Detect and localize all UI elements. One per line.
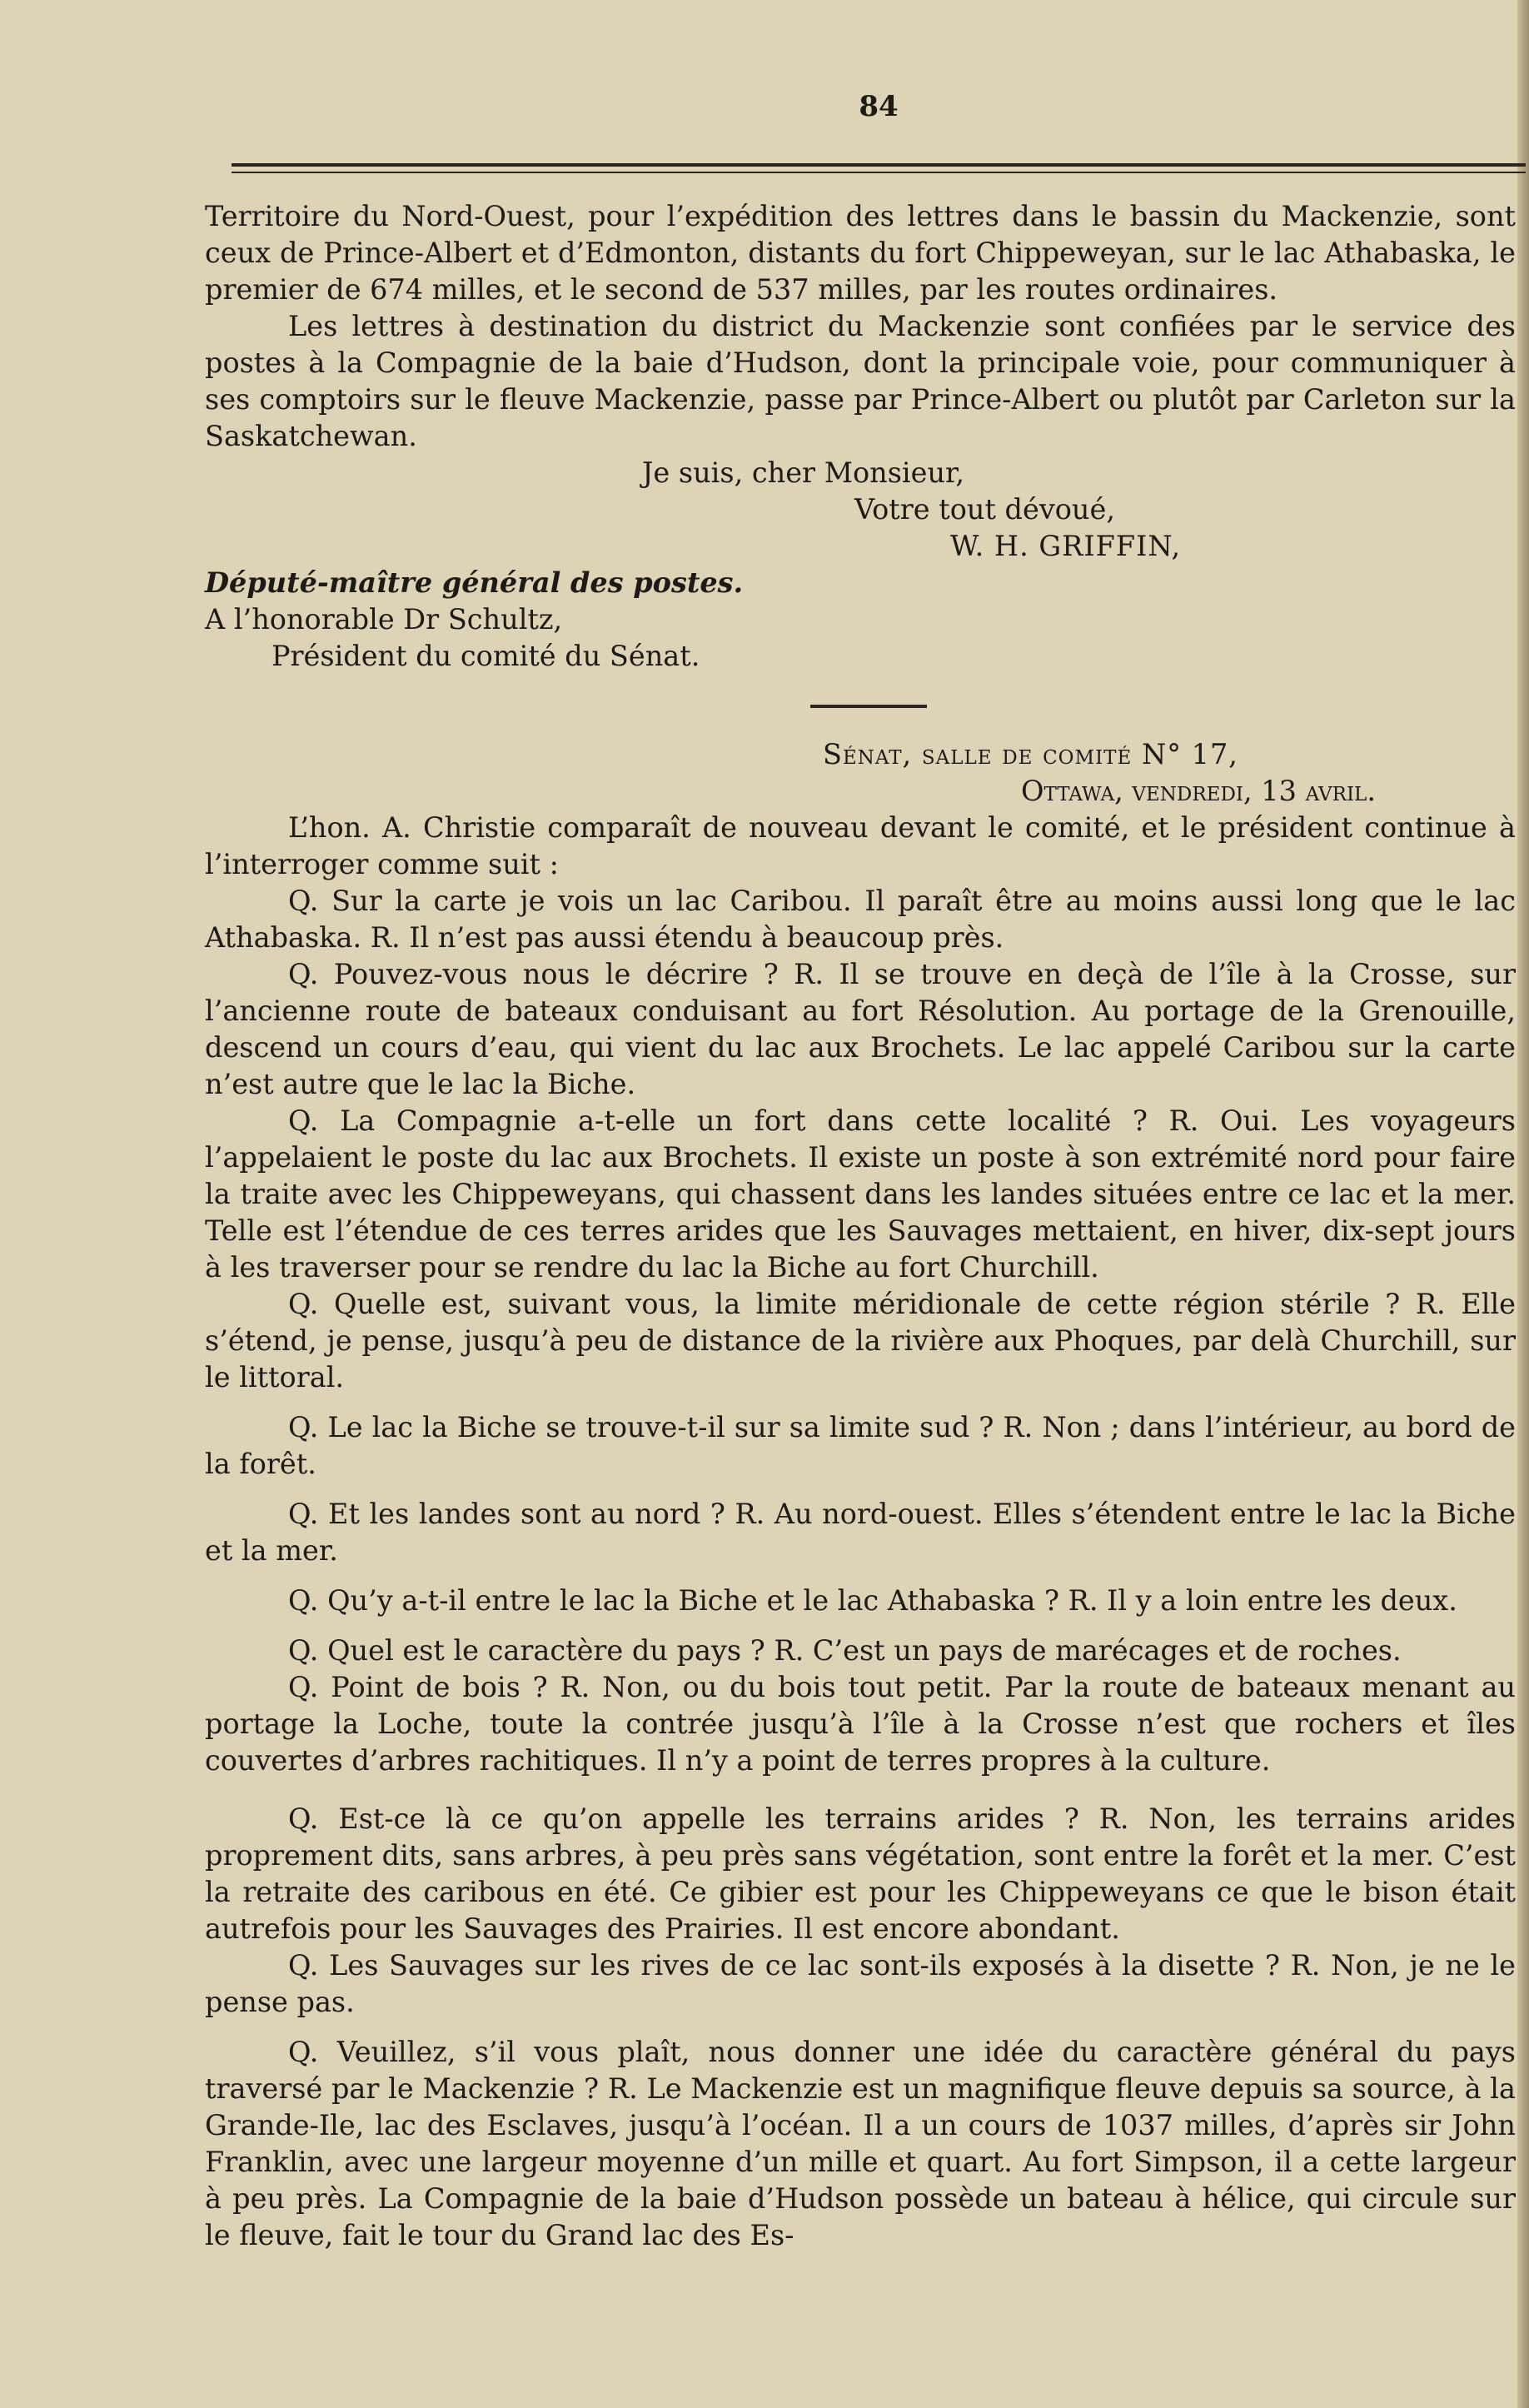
letter-closing: Votre tout dévoué,: [854, 493, 1115, 526]
qa-paragraph: Q. Et les landes sont au nord ? R. Au nord-ouest. Elles s’étendent entre le lac la Biche et la mer.: [205, 1498, 1516, 1567]
page-edge-shadow: [1517, 0, 1529, 2408]
qa-paragraph: Q. Qu’y a-t-il entre le lac la Biche et le lac Athabaska ? R. Il y a loin entre les deux.: [288, 1584, 1457, 1617]
qa-paragraph: Q. Pouvez-vous nous le décrire ? R. Il se trouve en deçà de l’île à la Crosse, sur l’ancienne route de bateaux conduisant au fort Résolution. Au portage de la Grenouille, descend un cours d’eau, qui vient du lac aux Brochets. Le lac appelé Caribou sur la carte n’est autre que le lac la Biche.: [205, 958, 1516, 1100]
addressee-line: A l’honorable Dr Schultz,: [205, 603, 563, 636]
qa-paragraph: Q. Sur la carte je vois un lac Caribou. Il paraît être au moins aussi long que le lac Athabaska. R. Il n’est pas aussi étendu à beaucoup près.: [205, 885, 1516, 954]
qa-paragraph: Q. Les Sauvages sur les rives de ce lac sont-ils exposés à la disette ? R. Non, je ne le pense pas.: [205, 1949, 1516, 2018]
qa-paragraph: Q. Quel est le caractère du pays ? R. C’est un pays de marécages et de roches.: [288, 1634, 1402, 1667]
page-content: [205, 198, 1516, 2254]
addressee-line: Président du comité du Sénat.: [271, 640, 700, 672]
section-divider: [810, 705, 927, 708]
qa-paragraph: Q. Point de bois ? R. Non, ou du bois tout petit. Par la route de bateaux menant au portage la Loche, toute la contrée jusqu’à l’île à la Crosse n’est que rochers et îles couvertes d’arbres rachitiques. Il n’y a point de terres propres à la culture.: [205, 1671, 1516, 1777]
letter-paragraph: Les lettres à destination du district du Mackenzie sont confiées par le service des postes à la Compagnie de la baie d’Hudson, dont la principale voie, pour communiquer à ses comptoirs sur le fleuve Mackenzie, passe par Prince-Albert ou plutôt par Carleton sur la Saskatchewan.: [205, 310, 1516, 452]
qa-paragraph: Q. Est-ce là ce qu’on appelle les terrains arides ? R. Non, les terrains arides proprement dits, sans arbres, à peu près sans végétation, sont entre la forêt et la mer. C’est la retraite des caribous en été. Ce gibier est pour les Chippeweyans ce que le bison était autrefois pour les Sauvages des Prairies. Il est encore abondant.: [205, 1802, 1516, 1945]
header-rule: [232, 163, 1526, 167]
page-number: 84: [859, 90, 899, 123]
letter-paragraph: Territoire du Nord-Ouest, pour l’expédition des lettres dans le bassin du Mackenzie, sont ceux de Prince-Albert et d’Edmonton, distants du fort Chippeweyan, sur le lac Athabaska, le premier de 674 milles, et le second de 537 milles, par les routes ordinaires.: [205, 200, 1516, 306]
signature-title: Député-maître général des postes.: [205, 566, 744, 599]
letter-closing: Je suis, cher Monsieur,: [642, 456, 965, 489]
header-rule-thin: [232, 172, 1526, 173]
qa-paragraph: Q. Quelle est, suivant vous, la limite méridionale de cette région stérile ? R. Elle s’étend, je pense, jusqu’à peu de distance de la rivière aux Phoques, par delà Churchill, sur le littoral.: [205, 1288, 1516, 1393]
qa-paragraph: Q. Veuillez, s’il vous plaît, nous donner une idée du caractère général du pays traversé par le Mackenzie ? R. Le Mackenzie est un magnifique fleuve depuis sa source, à la Grande-Ile, lac des Esclaves, jusqu’à l’océan. Il a un cours de 1037 milles, d’après sir John Franklin, avec une largeur moyenne d’un mille et quart. Au fort Simpson, il a cette largeur à peu près. La Compagnie de la baie d’Hudson possède un bateau à hélice, qui circule sur le fleuve, fait le tour du Grand lac des Es-: [205, 2036, 1516, 2251]
session-intro: L’hon. A. Christie comparaît de nouveau devant le comité, et le président continue à l’interroger comme suit :: [205, 811, 1516, 880]
session-header: Sénat, salle de comité N° 17,: [823, 738, 1238, 770]
signature-name: W. H. GRIFFIN,: [950, 530, 1182, 562]
qa-paragraph: Q. Le lac la Biche se trouve-t-il sur sa limite sud ? R. Non ; dans l’intérieur, au bord de la forêt.: [205, 1411, 1516, 1480]
session-header: Ottawa, vendredi, 13 avril.: [1021, 775, 1376, 807]
qa-paragraph: Q. La Compagnie a-t-elle un fort dans cette localité ? R. Oui. Les voyageurs l’appelaient le poste du lac aux Brochets. Il existe un poste à son extrémité nord pour faire la traite avec les Chippeweyans, qui chassent dans les landes situées entre ce lac et la mer. Telle est l’étendue de ces terres arides que les Sauvages mettaient, en hiver, dix-sept jours à les traverser pour se rendre du lac la Biche au fort Churchill.: [205, 1104, 1516, 1284]
